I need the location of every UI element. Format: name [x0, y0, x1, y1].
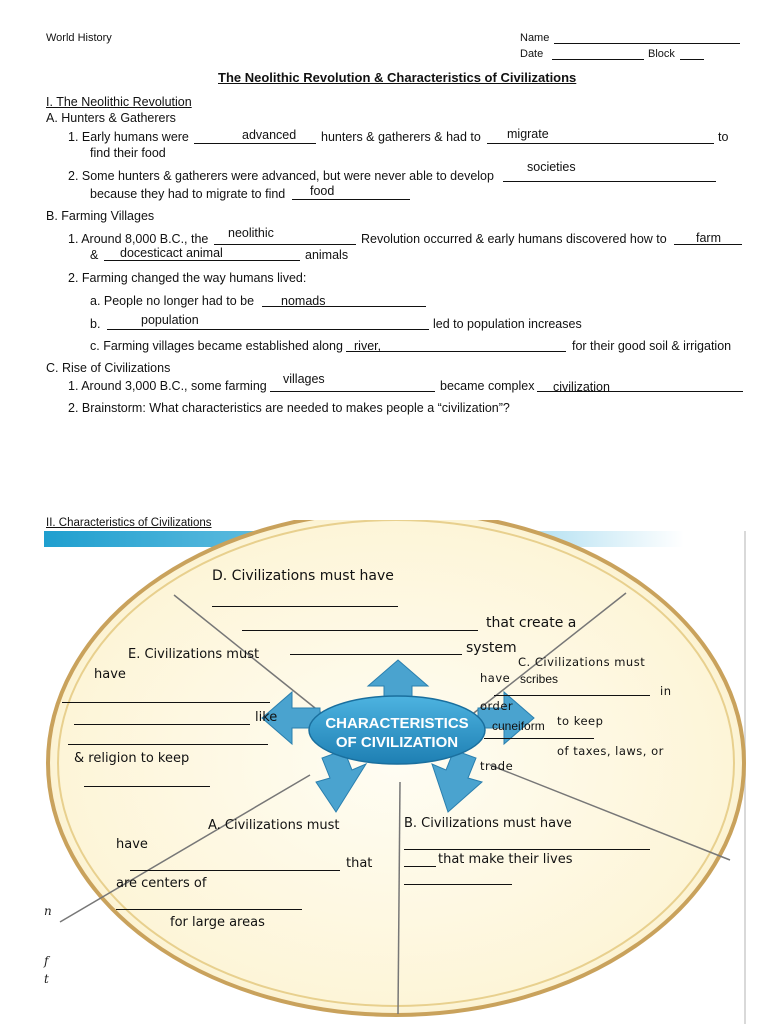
date-field[interactable]: [552, 59, 644, 60]
b2c-answer: river,: [354, 339, 382, 353]
b1-blank-3[interactable]: [104, 260, 300, 261]
b1-blank-1[interactable]: [214, 244, 356, 245]
d-blank-2[interactable]: [242, 630, 478, 631]
center-title-1: CHARACTERISTICS: [325, 715, 469, 732]
e-blank-0[interactable]: [290, 654, 462, 655]
edge-glyph-n: n: [44, 904, 52, 918]
page-title: The Neolithic Revolution & Characteristics of Civilizations: [218, 70, 577, 85]
c-order: order: [480, 699, 514, 713]
a2-blank-1[interactable]: [503, 181, 716, 182]
c1-answer-2: civilization: [553, 380, 610, 394]
a1-blank-2[interactable]: [487, 143, 714, 144]
a2-text-start: 2. Some hunters & gatherers were advanced, but were never able to develop: [68, 169, 494, 183]
a-large: for large areas: [170, 915, 265, 930]
b-blank-3[interactable]: [404, 884, 512, 885]
a-blank-1[interactable]: [130, 870, 340, 871]
b-blank-1[interactable]: [404, 849, 650, 850]
a2-answer-1: societies: [527, 160, 576, 174]
e-blank-4[interactable]: [84, 786, 210, 787]
e-blank-1[interactable]: [62, 702, 270, 703]
d-heading: D. Civilizations must have: [212, 568, 394, 584]
a2-blank-2[interactable]: [292, 199, 410, 200]
name-label: Name: [520, 32, 550, 44]
d-blank-1[interactable]: [212, 606, 398, 607]
b2a-text: a. People no longer had to be: [90, 294, 255, 308]
e-have: have: [94, 667, 126, 682]
block-field[interactable]: [680, 59, 704, 60]
b2b-text: led to population increases: [433, 317, 582, 331]
b-lives: that make their lives: [438, 852, 573, 867]
c1-blank-1[interactable]: [270, 391, 435, 392]
c-in: in: [660, 684, 672, 698]
e-heading: E. Civilizations must: [128, 647, 260, 662]
b2c-text-end: for their good soil & irrigation: [572, 339, 732, 353]
e-religion: & religion to keep: [74, 751, 190, 766]
a-have: have: [116, 837, 148, 852]
name-field[interactable]: [554, 43, 740, 44]
date-label: Date: [520, 48, 544, 60]
c-answer-cuneiform: cuneiform: [492, 719, 545, 733]
c-have: have: [480, 671, 511, 685]
b-blank-2[interactable]: [404, 866, 436, 867]
b2c-text: c. Farming villages became established along: [90, 339, 343, 353]
block-label: Block: [648, 48, 675, 60]
a1-blank-1[interactable]: [194, 143, 316, 144]
c-heading: C. Civilizations must: [518, 655, 646, 669]
a1-text-line2: find their food: [90, 146, 166, 160]
a1-text-start: 1. Early humans were: [68, 130, 189, 144]
c-to-keep: to keep: [557, 714, 604, 728]
d-tail-1: that create a: [486, 615, 577, 631]
c-taxes: of taxes, laws, or: [557, 744, 664, 758]
a-centers: are centers of: [116, 876, 207, 891]
c1-text-mid: became complex: [440, 379, 535, 393]
b1-ampersand: &: [90, 248, 99, 262]
b1-text-start: 1. Around 8,000 B.C., the: [68, 232, 209, 246]
e-like: like: [255, 710, 278, 725]
d-tail-2: system: [466, 640, 517, 656]
b2-text: 2. Farming changed the way humans lived:: [68, 271, 307, 285]
course-label: World History: [46, 32, 112, 44]
a1-text-mid: hunters & gatherers & had to: [321, 130, 481, 144]
b2b-blank[interactable]: [107, 329, 429, 330]
c-blank-1[interactable]: [494, 695, 650, 696]
b1-text-mid: Revolution occurred & early humans discovered how to: [361, 232, 667, 246]
c-answer-scribes: scribes: [520, 672, 559, 686]
a2-answer-2: food: [310, 184, 335, 198]
b1-answer-1: neolithic: [228, 226, 274, 240]
b1-text-end: animals: [305, 248, 349, 262]
e-blank-3[interactable]: [68, 744, 268, 745]
b1-answer-2: farm: [696, 231, 721, 245]
a1-text-end: to: [718, 130, 729, 144]
subsection-a-heading: A. Hunters & Gatherers: [46, 111, 176, 125]
b1-answer-3: docesticact animal: [120, 246, 223, 260]
edge-glyph-t: t: [44, 972, 49, 986]
b2b-answer: population: [141, 313, 199, 327]
c1-answer-1: villages: [283, 372, 325, 386]
b2b-label: b.: [90, 317, 101, 331]
b-heading: B. Civilizations must have: [404, 816, 572, 831]
characteristics-wheel: [0, 520, 768, 1024]
a1-answer-1: advanced: [242, 128, 297, 142]
c2-text: 2. Brainstorm: What characteristics are needed to makes people a “civilization”?: [68, 401, 510, 415]
c-blank-2[interactable]: [484, 738, 594, 739]
section-2-heading: II. Characteristics of Civilizations: [46, 517, 212, 529]
b2a-answer: nomads: [281, 294, 326, 308]
a1-answer-2: migrate: [507, 127, 549, 141]
c1-text-start: 1. Around 3,000 B.C., some farming: [68, 379, 267, 393]
a2-text-line2: because they had to migrate to find: [90, 187, 286, 201]
a-blank-2[interactable]: [116, 909, 302, 910]
e-blank-2[interactable]: [74, 724, 250, 725]
c-trade: trade: [480, 759, 514, 773]
subsection-c-heading: C. Rise of Civilizations: [46, 361, 171, 375]
a-heading: A. Civilizations must: [208, 818, 340, 833]
center-title-2: OF CIVILIZATION: [335, 734, 459, 751]
subsection-b-heading: B. Farming Villages: [46, 209, 155, 223]
section-1-heading: I. The Neolithic Revolution: [46, 95, 192, 109]
a-that: that: [346, 856, 373, 871]
edge-glyph-f: f: [44, 954, 49, 968]
